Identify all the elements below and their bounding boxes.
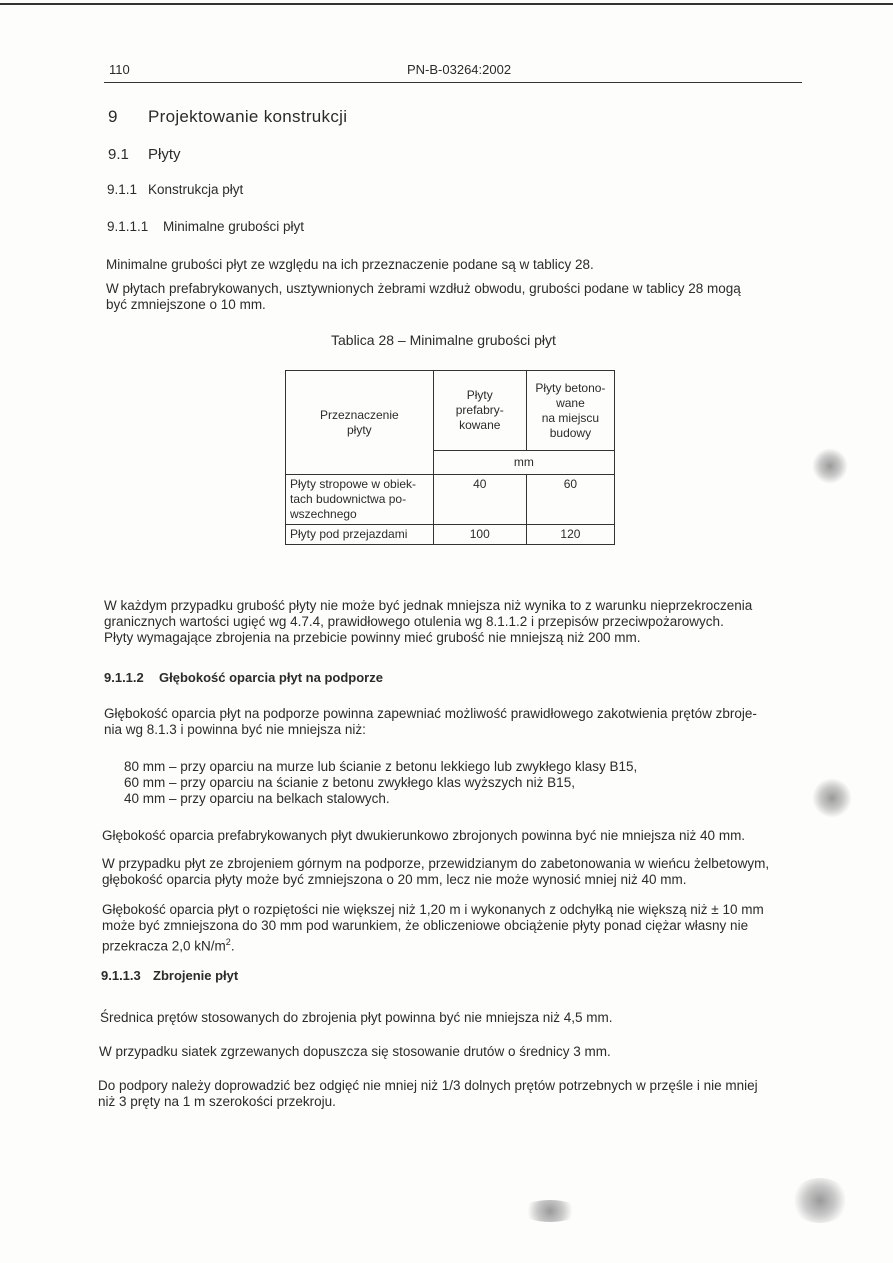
- paragraph-line: Do podpory należy doprowadzić bez odgięć nie mniej niż 1/3 dolnych prętów potrzebnych w przęśle i nie mniej: [98, 1078, 758, 1093]
- section-title: Minimalne grubości płyt: [163, 219, 305, 234]
- label-line: wszechnego: [290, 507, 357, 521]
- header-line: Płyty betono-: [535, 380, 606, 395]
- section-9-heading: [108, 107, 347, 127]
- scan-edge-line: [0, 3, 893, 5]
- table-row: [286, 475, 615, 525]
- scan-smudge: [812, 778, 852, 818]
- paragraph-line: może być zmniejszona do 30 mm pod warunkiem, że obliczeniowe obciążenie płyty ponad ciężar własny nie: [102, 918, 749, 933]
- list-item: 40 mm – przy oparciu na belkach stalowych.: [124, 791, 390, 806]
- list-item: 60 mm – przy oparciu na ścianie z betonu zwykłego klas wyższych niż B15,: [124, 775, 575, 790]
- header-line: na miejscu: [541, 410, 600, 425]
- paragraph-line: Płyty wymagające zbrojenia na przebicie powinny mieć grubość nie mniejszą niż 200 mm.: [104, 630, 641, 645]
- column-header-prefab: [433, 371, 526, 451]
- section-title: Konstrukcja płyt: [148, 182, 244, 197]
- label-line: Płyty stropowe w obiek-: [290, 477, 417, 491]
- section-title: Projektowanie konstrukcji: [148, 107, 348, 126]
- section-9-1-1-2-heading: [104, 670, 383, 685]
- section-title: Płyty: [148, 146, 181, 163]
- table-caption: Tablica 28 – Minimalne grubości płyt: [331, 332, 556, 348]
- label-line: tach budownictwa po-: [290, 492, 407, 506]
- paragraph-line: W każdym przypadku grubość płyty nie może być jednak mniejsza niż wynika to z warunku nieprzekroczenia: [104, 598, 753, 613]
- section-9-1-1-heading: [107, 182, 243, 197]
- section-9-1-heading: [108, 146, 181, 163]
- section-9-1-1-1-heading: [107, 219, 304, 234]
- paragraph: Średnica prętów stosowanych do zbrojenia płyt powinna być nie mniejsza niż 4,5 mm.: [100, 1010, 613, 1025]
- paragraph-line: W płytach prefabrykowanych, usztywnionych żebrami wzdłuż obwodu, grubości podane w tablicy 28 mogą: [106, 281, 741, 296]
- section-9-1-1-3-heading: [101, 968, 238, 983]
- paragraph-line: W przypadku płyt ze zbrojeniem górnym na podporze, przewidzianym do zabetonowania w wieńcu żelbetowym,: [102, 856, 770, 871]
- paragraph-line: granicznych wartości ugięć wg 4.7.4, prawidłowego otulenia wg 8.1.1.2 i przepisów przeciwpożarowych.: [104, 614, 724, 629]
- row-label: [286, 475, 434, 525]
- header-line: kowane: [459, 418, 501, 432]
- paragraph-line: głębokość oparcia płyty może być zmniejszona o 20 mm, lecz nie może wynosić mniej niż 40 mm.: [102, 872, 687, 887]
- paragraph-line: [102, 934, 235, 955]
- section-number: 9.1.1: [107, 182, 138, 197]
- paragraph: W przypadku siatek zgrzewanych dopuszcza się stosowanie drutów o średnicy 3 mm.: [99, 1044, 611, 1059]
- cast-value: 120: [526, 525, 614, 545]
- prefab-value: 40: [433, 475, 526, 525]
- section-title: Głębokość oparcia płyt na podporze: [159, 670, 383, 685]
- column-header-purpose: [286, 371, 434, 475]
- paragraph-line: Głębokość oparcia płyt na podporze powinna zapewniać możliwość prawidłowego zakotwienia prętów zbroje-: [104, 706, 757, 721]
- standard-code: PN-B-03264:2002: [407, 62, 512, 77]
- section-number: 9.1.1.3: [101, 968, 141, 983]
- section-number: 9.1.1.1: [107, 219, 149, 234]
- header-line: płyty: [346, 422, 372, 437]
- paragraph-line: być zmniejszone o 10 mm.: [106, 297, 266, 312]
- header-line: budowy: [549, 425, 592, 440]
- table-28: [285, 370, 615, 545]
- section-number: 9.1: [108, 146, 129, 163]
- paragraph-line: Głębokość oparcia płyt o rozpiętości nie większej niż 1,20 m i wykonanych z odchyłką nie większą niż ± 10 mm: [102, 902, 764, 917]
- unit-cell: mm: [433, 451, 614, 475]
- section-number: 9.1.1.2: [104, 670, 144, 685]
- column-header-cast: [526, 371, 614, 451]
- header-line: Przeznaczenie: [319, 407, 399, 422]
- scan-smudge: [520, 1200, 580, 1222]
- header-rule: [104, 82, 802, 83]
- table-row: [286, 525, 615, 545]
- text: przekracza 2,0 kN/m: [102, 938, 226, 954]
- scan-smudge: [790, 1178, 850, 1223]
- text: .: [230, 938, 235, 954]
- header-line: Płyty: [466, 388, 493, 402]
- paragraph-line: nia wg 8.1.3 i powinna być nie mniejsza niż:: [104, 722, 366, 737]
- header-line: wane: [556, 395, 585, 410]
- prefab-value: 100: [433, 525, 526, 545]
- header-line: prefabry-: [455, 403, 504, 417]
- superscript: 2: [225, 937, 231, 947]
- page-number: 110: [109, 62, 130, 77]
- row-label: Płyty pod przejazdami: [286, 525, 434, 545]
- cast-value: 60: [526, 475, 614, 525]
- paragraph: Minimalne grubości płyt ze względu na ich przeznaczenie podane są w tablicy 28.: [106, 257, 594, 272]
- paragraph: Głębokość oparcia prefabrykowanych płyt dwukierunkowo zbrojonych powinna być nie mniejsza niż 40 mm.: [102, 828, 746, 843]
- section-title: Zbrojenie płyt: [153, 968, 239, 983]
- paragraph-line: niż 3 pręty na 1 m szerokości przekroju.: [98, 1094, 336, 1109]
- section-number: 9: [108, 107, 118, 126]
- list-item: 80 mm – przy oparciu na murze lub ścianie z betonu lekkiego lub zwykłego klasy B15,: [124, 759, 638, 774]
- scan-smudge: [812, 448, 848, 484]
